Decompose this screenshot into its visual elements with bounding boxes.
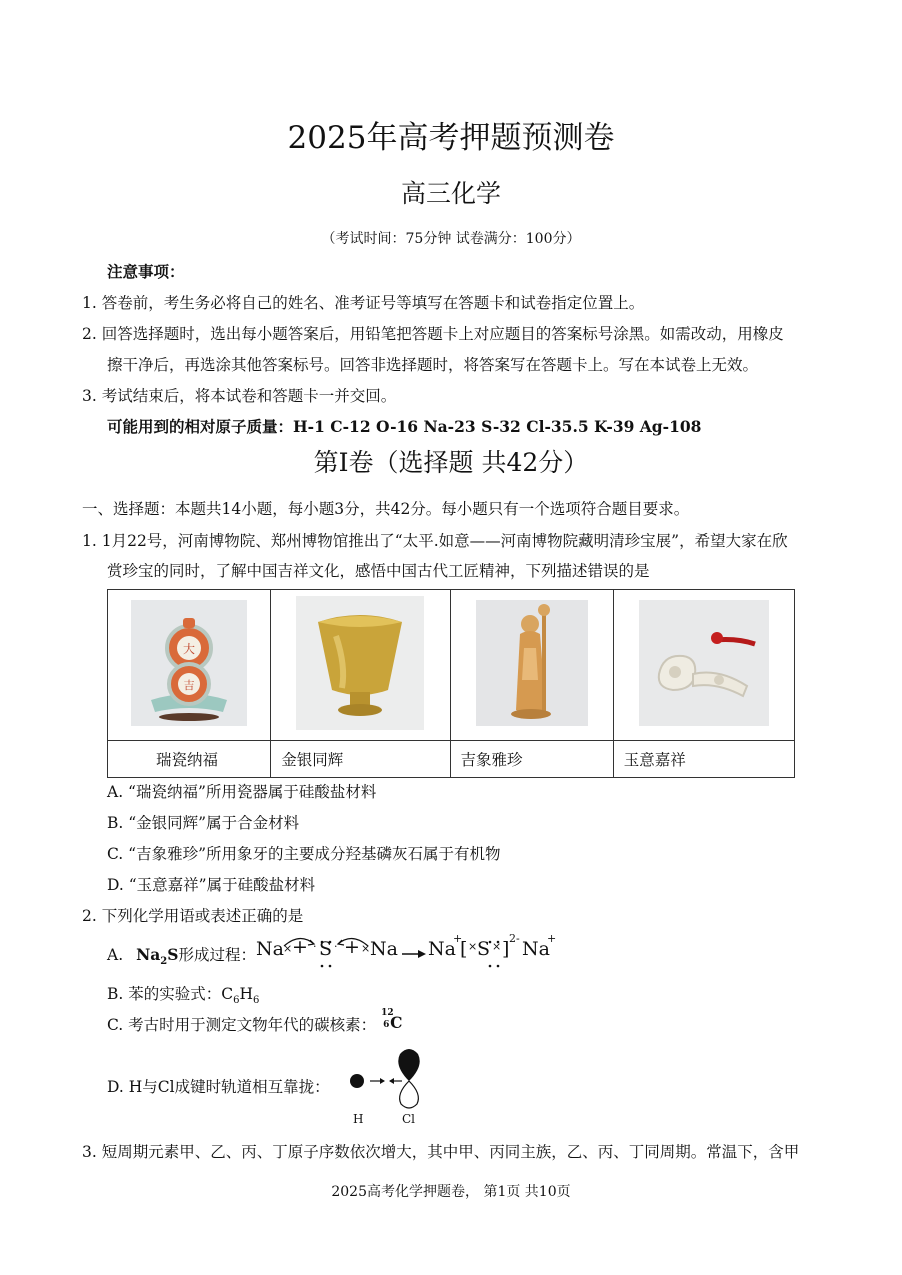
eq-s-charge: 2- — [509, 932, 520, 945]
eq-s: S — [319, 938, 333, 960]
q2-b-c-sub: 6 — [233, 995, 240, 1007]
orbital-h-label: H — [353, 1112, 364, 1126]
q2-b-h-sub: 6 — [253, 995, 260, 1007]
svg-text:大: 大 — [183, 642, 196, 656]
cl-p-orbital-lobe-bottom — [400, 1081, 419, 1108]
section-title: 第I卷（选择题 共42分） — [313, 448, 589, 477]
artifact-label-3: 吉象雅珍 — [450, 741, 613, 778]
artifact-table — [107, 589, 795, 778]
artifact-cell-1 — [108, 590, 271, 741]
q1-stem-line2: 赏珍宝的同时，了解中国吉祥文化，感悟中国古代工匠精神，下列描述错误的是 — [107, 562, 650, 580]
page-title: 2025年高考押题预测卷 — [287, 120, 615, 156]
q2-c-mass-number: 12 — [381, 1008, 394, 1018]
artifact-label-2: 金银同辉 — [271, 741, 450, 778]
eq-na-4: Na — [522, 938, 550, 960]
q2-option-a-prefix: A. — [107, 946, 124, 964]
q2-option-c — [107, 1008, 403, 1035]
ivory-figure-image — [476, 600, 588, 726]
porcelain-artifact-image — [131, 600, 247, 726]
q1-option-c: C. “吉象雅珍”所用象牙的主要成分羟基磷灰石属于有机物 — [107, 845, 501, 863]
artifact-cell-4 — [613, 590, 794, 741]
q2-option-c-text: C. 考古时用于测定文物年代的碳核素： — [107, 1016, 377, 1034]
notice-heading: 注意事项： — [107, 262, 185, 281]
q2-a-formula-na: Na — [136, 945, 161, 964]
svg-text:吉: 吉 — [183, 679, 195, 692]
q2-stem: 2. 下列化学用语或表述正确的是 — [82, 907, 304, 925]
q1-stem-line1: 1. 1月22号，河南博物院、郑州博物馆推出了“太平.如意——河南博物院藏明清珍宝展”，希望大家在欣 — [82, 532, 788, 550]
jade-ruyi-image — [639, 600, 769, 726]
q2-b-c: C — [221, 985, 234, 1003]
q2-option-a — [107, 943, 256, 967]
q2-option-d: D. H与Cl成键时轨道相互靠拢： — [107, 1078, 330, 1096]
q2-option-b — [107, 982, 259, 1006]
exam-time-info: （考试时间：75分钟 试卷满分：100分） — [321, 231, 581, 247]
eq-na-1: Na — [256, 938, 284, 960]
orbital-cl-label: Cl — [402, 1112, 416, 1126]
artifact-cell-2 — [271, 590, 450, 741]
artifact-cell-3 — [450, 590, 613, 741]
eq-na-4-charge: + — [547, 932, 557, 945]
artifact-label-4: 玉意嘉祥 — [613, 741, 794, 778]
h-s-orbital — [350, 1074, 364, 1088]
q2-c-atomic-number: 6 — [383, 1020, 390, 1030]
q2-c-symbol: C — [390, 1013, 403, 1032]
q2-b-h: H — [239, 985, 254, 1003]
notice-item-3: 3. 考试结束后，将本试卷和答题卡一并交回。 — [82, 387, 397, 405]
q1-option-d: D. “玉意嘉祥”属于硅酸盐材料 — [107, 876, 316, 894]
q2-option-b-text: B. 苯的实验式： — [107, 985, 222, 1003]
atomic-mass-line: 可能用到的相对原子质量：H-1 C-12 O-16 Na-23 S-32 Cl-35.5 K-39 Ag-108 — [107, 417, 702, 436]
eq-na-3: Na — [428, 938, 456, 960]
eq-na-3-charge: + — [453, 932, 463, 945]
notice-item-1: 1. 答卷前，考生务必将自己的姓名、准考证号等填写在答题卡和试卷指定位置上。 — [82, 294, 645, 312]
notice-item-2: 2. 回答选择题时，选出每小题答案后，用铅笔把答题卡上对应题目的答案标号涂黑。如需改动，用橡皮 — [82, 325, 784, 343]
page-footer: 2025高考化学押题卷， 第1页 共10页 — [331, 1184, 571, 1200]
q1-option-a: A. “瑞瓷纳福”所用瓷器属于硅酸盐材料 — [107, 783, 377, 801]
q1-option-b: B. “金银同辉”属于合金材料 — [107, 814, 300, 832]
gold-cup-image — [296, 596, 424, 730]
notice-item-2-cont: 擦干净后，再选涂其他答案标号。回答非选择题时，将答案写在答题卡上。写在本试卷上无效。 — [107, 356, 759, 374]
subject-title: 高三化学 — [400, 179, 501, 208]
q2-a-formula-s: S — [167, 945, 179, 964]
q2-a-formula-sub: 2 — [160, 956, 168, 968]
artifact-label-1: 瑞瓷纳福 — [108, 741, 271, 778]
q2-c-nuclide — [381, 1008, 403, 1032]
eq-s-ion: S — [477, 938, 491, 960]
q2-option-a-text: 形成过程： — [178, 946, 256, 964]
cl-p-orbital-lobe-top — [398, 1049, 419, 1081]
section-instruction: 一、选择题：本题共14小题，每小题3分，共42分。每小题只有一个选项符合题目要求。 — [82, 500, 690, 518]
q3-stem: 3. 短周期元素甲、乙、丙、丁原子序数依次增大，其中甲、丙同主族，乙、丙、丁同周期。常温下，含甲 — [82, 1143, 800, 1161]
eq-na-2: Na — [370, 938, 398, 960]
